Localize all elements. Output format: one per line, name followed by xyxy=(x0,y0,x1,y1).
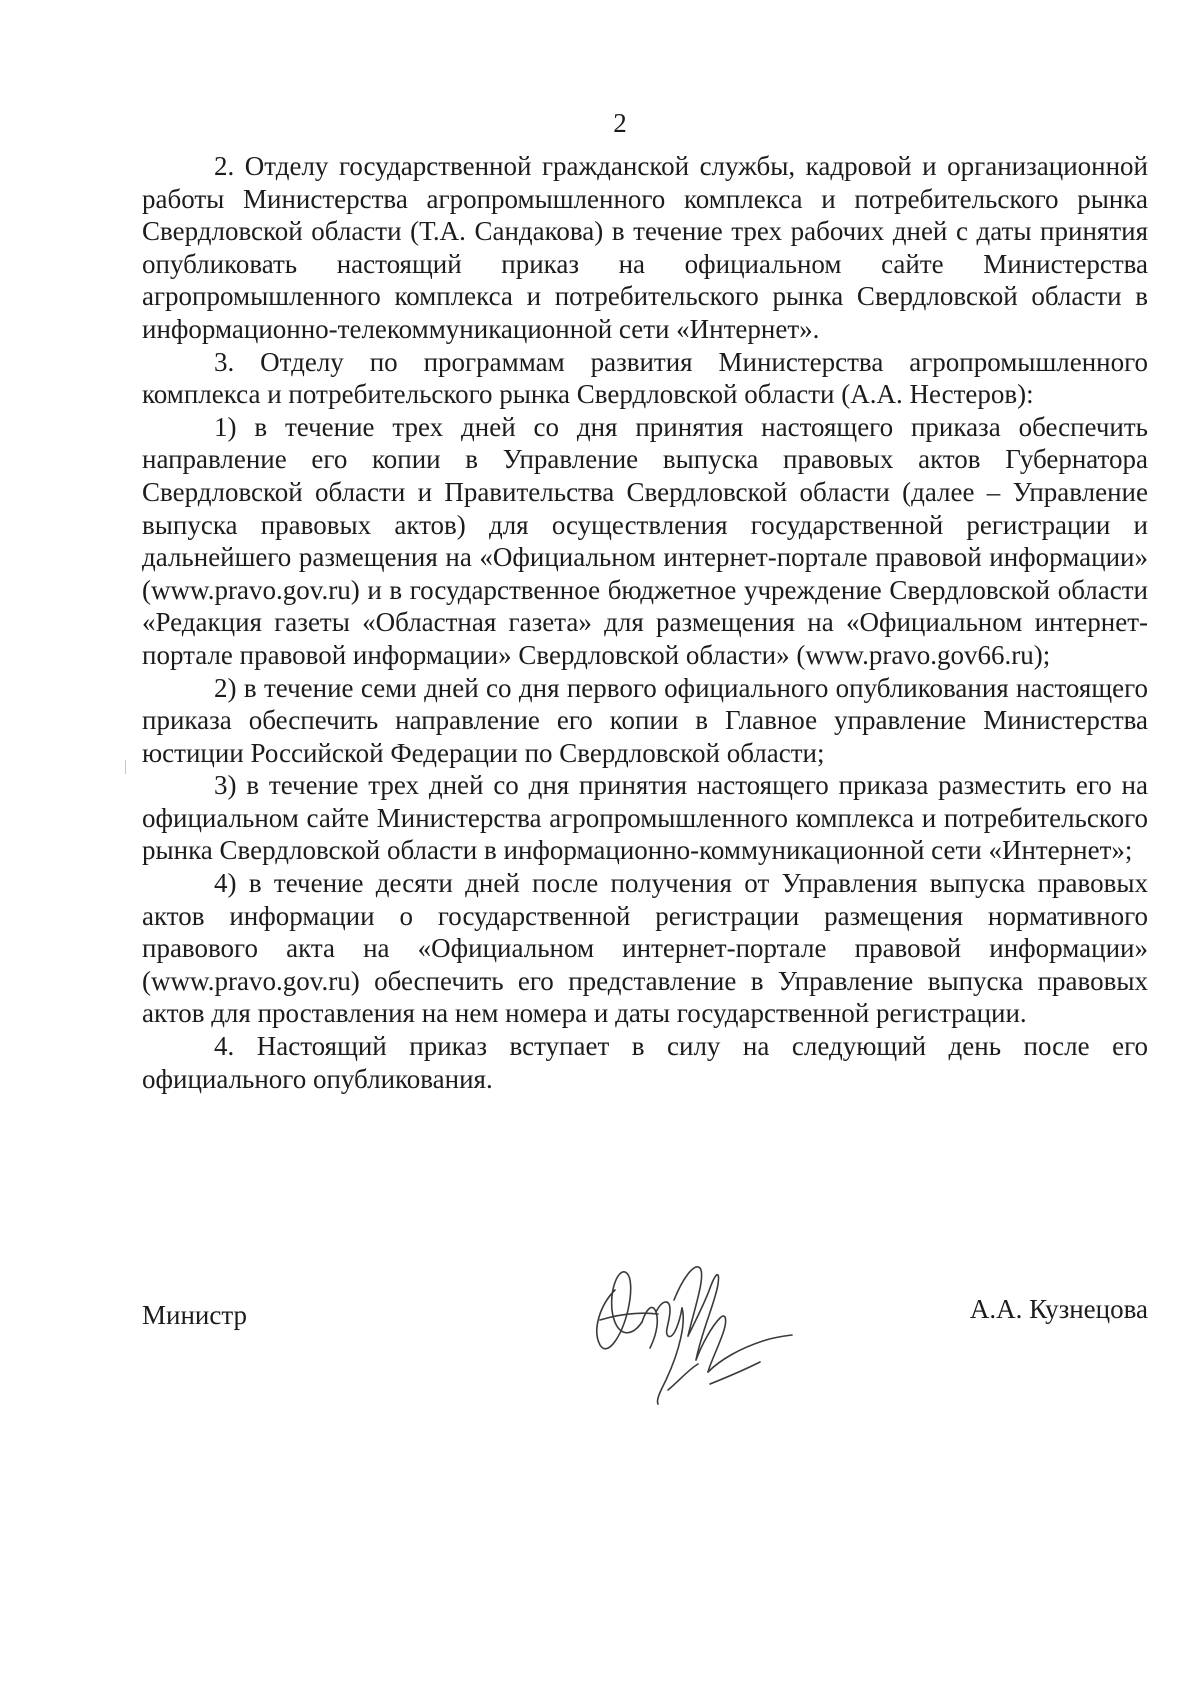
page-number: 2 xyxy=(613,108,627,138)
paragraph-3-item-2: 2) в течение семи дней со дня первого официального опубликования настоящего приказа обеспечить направление его копии в Главное управление Министерства юстиции Российской Федерации по Свердловской области; xyxy=(142,672,1148,768)
signatory-title: Министр xyxy=(142,1300,247,1330)
handwritten-signature xyxy=(570,1240,800,1410)
scan-artifact xyxy=(125,760,126,774)
paragraph-3-item-3: 3) в течение трех дней со дня принятия настоящего приказа разместить его на официальном сайте Министерства агропромышленного комплекса и потребительского рынка Свердловской области в информационно-коммуникационной сети «Интернет»; xyxy=(142,770,1148,866)
paragraph-3: 3. Отделу по программам развития Министерства агропромышленного комплекса и потребительского рынка Свердловской области (А.А. Нестеров): xyxy=(142,346,1148,410)
paragraph-3-item-1: 1) в течение трех дней со дня принятия настоящего приказа обеспечить направление его копии в Управление выпуска правовых актов Губернатора Свердловской области и Правительства Свердловской области (далее – Управление выпуска правовых актов) для осуществления государственной регистрации и дальнейшего размещения на «Официальном интернет-портале правовой информации» (www.pravo.gov.ru) и в государственное бюджетное учреждение Свердловской области «Редакция газеты «Областная газета» для размещения на «Официальном интернет-портале правовой информации» Свердловской области» (www.pravo.gov66.ru); xyxy=(142,411,1148,670)
document-body xyxy=(142,150,1148,1095)
paragraph-4: 4. Настоящий приказ вступает в силу на следующий день после его официального опубликования. xyxy=(142,1031,1148,1094)
paragraph-2: 2. Отделу государственной гражданской службы, кадровой и организационной работы Министерства агропромышленного комплекса и потребительского рынка Свердловской области (Т.А. Сандакова) в течение трех рабочих дней с даты принятия опубликовать настоящий приказ на официальном сайте Министерства агропромышленного комплекса и потребительского рынка Свердловской области в информационно-телекоммуникационной сети «Интернет». xyxy=(142,151,1148,344)
signatory-name: А.А. Кузнецова xyxy=(969,1294,1148,1324)
paragraph-3-item-4: 4) в течение десяти дней после получения от Управления выпуска правовых актов информации о государственной регистрации размещения нормативного правового акта на «Официальном интернет-портале правовой информации» (www.pravo.gov.ru) обеспечить его представление в Управление выпуска правовых актов для проставления на нем номера и даты государственной регистрации. xyxy=(142,868,1148,1029)
